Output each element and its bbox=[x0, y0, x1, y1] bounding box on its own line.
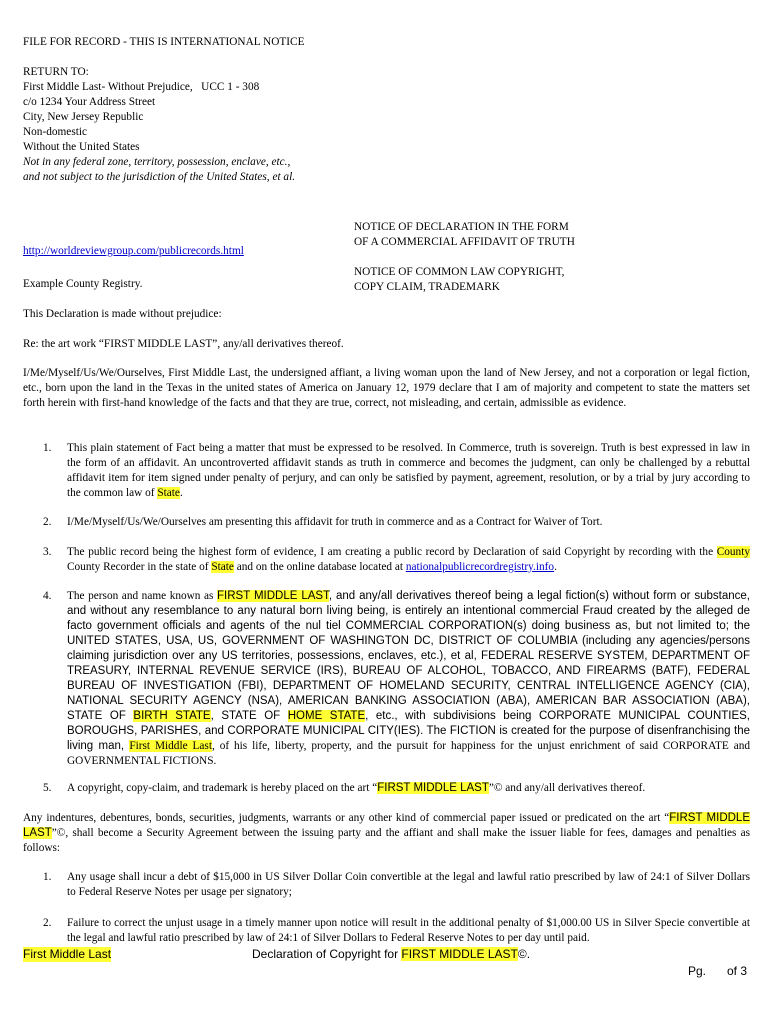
notice-line-4: COPY CLAIM, TRADEMARK bbox=[354, 281, 500, 293]
highlight-home-state: HOME STATE bbox=[287, 710, 366, 722]
return-to-label: RETURN TO: bbox=[23, 66, 89, 78]
item-4-body-3: , STATE OF bbox=[210, 710, 288, 722]
item-1-text bbox=[67, 441, 750, 501]
penalty-2-number: 2. bbox=[43, 917, 52, 929]
item-4-body: The person and name known as bbox=[67, 590, 217, 602]
item-3-text bbox=[67, 545, 750, 575]
non-domestic-line: Non-domestic bbox=[23, 126, 88, 138]
jurisdiction-note-2: and not subject to the jurisdiction of the United States, et al. bbox=[23, 171, 296, 183]
notice-line-1: NOTICE OF DECLARATION IN THE FORM bbox=[354, 221, 569, 233]
name-line: First Middle Last- Without Prejudice, UCC 1 - 308 bbox=[23, 81, 260, 93]
highlight-full-name: FIRST MIDDLE LAST bbox=[377, 782, 489, 794]
item-2-number: 2. bbox=[43, 516, 52, 528]
notice-line-2: OF A COMMERCIAL AFFIDAVIT OF TRUTH bbox=[354, 236, 575, 248]
registry-link[interactable]: nationalpublicrecordregistry.info bbox=[405, 561, 555, 573]
without-us-line: Without the United States bbox=[23, 141, 140, 153]
item-4-body-2: , and any/all derivatives thereof being a legal fiction(s) without form or substance, and without any resemblance to any natural born living being, is entirely an intentional commercial Fraud created by the alleged de facto government officials and agents of the nul tiel COMMERCIAL CORPORATION(s) doing business as, but not limited to; the UNITED STATES, USA, US, GOVERNMENT OF WASHINGTON DC, DISTRICT OF COLUMBIA (including any agencies/persons claiming jurisdiction over any US territories, possessions, enclaves, etc.), et al, FEDERAL RESERVE SYSTEM, DEPARTMENT OF TREASURY, INTERNAL REVENUE SERVICE (IRS), BUREAU OF ALCOHOL, TOBACCO, AND FIREARMS (BATF), FEDERAL BUREAU OF INVESTIGATION (FBI), DEPARTMENT OF HOMELAND SECURITY, CENTRAL INTELLIGENCE AGENCY (CIA), NATIONAL SECURITY AGENCY (NSA), AMERICAN BANKING ASSOCIATION (ABA), AMERICAN BAR ASSOCIATION (ABA), STATE OF bbox=[67, 590, 750, 722]
item-4-text bbox=[67, 589, 750, 769]
item-1-number: 1. bbox=[43, 442, 52, 454]
item-3-body-3: and on the online database located at bbox=[233, 561, 406, 573]
declaration-intro: This Declaration is made without prejudice: bbox=[23, 308, 222, 320]
indentures-paragraph bbox=[23, 811, 750, 856]
county-registry: Example County Registry. bbox=[23, 278, 143, 290]
indentures-end: ”©, shall become a Security Agreement between the issuing party and the affiant and shall make the issuer liable for fees, damages and penalties as follows: bbox=[23, 827, 750, 854]
item-4-end: , of his life, liberty, property, and the pursuit for happiness for the unjust enrichment of said CORPORATE and GOVERNMENTAL FICTIONS. bbox=[67, 740, 751, 767]
footer-declaration-name: FIRST MIDDLE LAST bbox=[401, 947, 518, 961]
item-5-number: 5. bbox=[43, 782, 52, 794]
address-line: c/o 1234 Your Address Street bbox=[23, 96, 156, 108]
page-count: of 3 bbox=[727, 964, 748, 978]
item-3-body-2: County Recorder in the state of bbox=[67, 561, 212, 573]
item-1-body: This plain statement of Fact being a matter that must be expressed to be resolved. In Commerce, truth is sovereign. Truth is best expressed in law in the form of an affidavit. An uncontroverted affidavit stands as truth in commerce and becomes the judgment, can only be challenged by a rebuttal affidavit item for item signed under penalty of perjury, and can only be satisfied by payment, agreement, resolution, or by a trial by jury according to the common law of bbox=[67, 442, 750, 499]
item-1-end: . bbox=[179, 487, 183, 499]
item-2-text: I/Me/Myself/Us/We/Ourselves am presenting this affidavit for truth in commerce and as a Contract for Waiver of Tort. bbox=[67, 516, 603, 528]
item-3-end: . bbox=[554, 561, 557, 573]
item-4-body-4: , etc., with subdivisions being CORPORATE MUNICIPAL COUNTIES, BOROUGHS, PARISHES, and CORPORATE MUNICIPAL CITY(IES). The FICTION is created for the purpose of disenfranchising the living man, bbox=[67, 710, 751, 752]
public-records-link[interactable]: http://worldreviewgroup.com/publicrecords.html bbox=[23, 245, 244, 257]
highlight-state: State bbox=[211, 561, 234, 573]
highlight-state: State bbox=[157, 487, 180, 499]
highlight-full-name: FIRST MIDDLE LAST bbox=[217, 590, 329, 602]
penalty-2-text: Failure to correct the unjust usage in a timely manner upon notice will result in the additional penalty of $1,000.00 US in Silver Specie convertible at the legal and lawful ratio prescribed by law of 24:1 of Silver Dollars to Federal Reserve Notes to per day until paid. bbox=[67, 917, 750, 944]
item-3-number: 3. bbox=[43, 546, 52, 558]
re-line: Re: the art work “FIRST MIDDLE LAST”, any/all derivatives thereof. bbox=[23, 338, 344, 350]
highlight-birth-state: BIRTH STATE bbox=[133, 710, 211, 722]
footer-declaration-prefix: Declaration of Copyright for bbox=[252, 947, 402, 961]
item-4-number: 4. bbox=[43, 590, 52, 602]
penalty-1-number: 1. bbox=[43, 871, 52, 883]
item-5-end: ”© and any/all derivatives thereof. bbox=[488, 782, 646, 794]
page-label: Pg. bbox=[688, 964, 707, 978]
indentures-body: Any indentures, debentures, bonds, securities, judgments, warrants or any other kind of commercial paper issued or predicated on the art “ bbox=[23, 812, 670, 824]
highlight-full-name: FIRST MIDDLE LAST bbox=[23, 812, 750, 839]
footer-name: First Middle Last bbox=[23, 947, 112, 961]
affiant-paragraph: I/Me/Myself/Us/We/Ourselves, First Middle Last, the undersigned affiant, a living woman upon the land of New Jersey, and not a corporation or legal fiction, etc., born upon the land in the Texas in the united states of America on January 12, 1979 declare that I am of majority and competent to state the matters set forth herein with first-hand knowledge of the facts and that they are true, correct, not misleading, and certain, admissible as evidence. bbox=[23, 367, 750, 409]
notice-line-3: NOTICE OF COMMON LAW COPYRIGHT, bbox=[354, 266, 565, 278]
jurisdiction-note-1: Not in any federal zone, territory, possession, enclave, etc., bbox=[23, 156, 291, 168]
file-for-record-title: FILE FOR RECORD - THIS IS INTERNATIONAL NOTICE bbox=[23, 36, 305, 48]
highlight-first-middle-last: First Middle Last bbox=[129, 740, 212, 752]
item-3-body: The public record being the highest form of evidence, I am creating a public record by Declaration of said Copyright by recording with the bbox=[67, 546, 717, 558]
footer-declaration bbox=[252, 947, 530, 962]
item-5-body: A copyright, copy-claim, and trademark is hereby placed on the art “ bbox=[67, 782, 378, 794]
footer-declaration-suffix: ©. bbox=[517, 947, 531, 961]
item-5-text bbox=[67, 781, 750, 796]
highlight-county: County bbox=[716, 546, 750, 558]
city-line: City, New Jersey Republic bbox=[23, 111, 144, 123]
penalty-1-text: Any usage shall incur a debt of $15,000 in US Silver Dollar Coin convertible at the legal and lawful ratio prescribed by law of 24:1 of Silver Dollars to Federal Reserve Notes per usage per signatory; bbox=[67, 871, 750, 898]
